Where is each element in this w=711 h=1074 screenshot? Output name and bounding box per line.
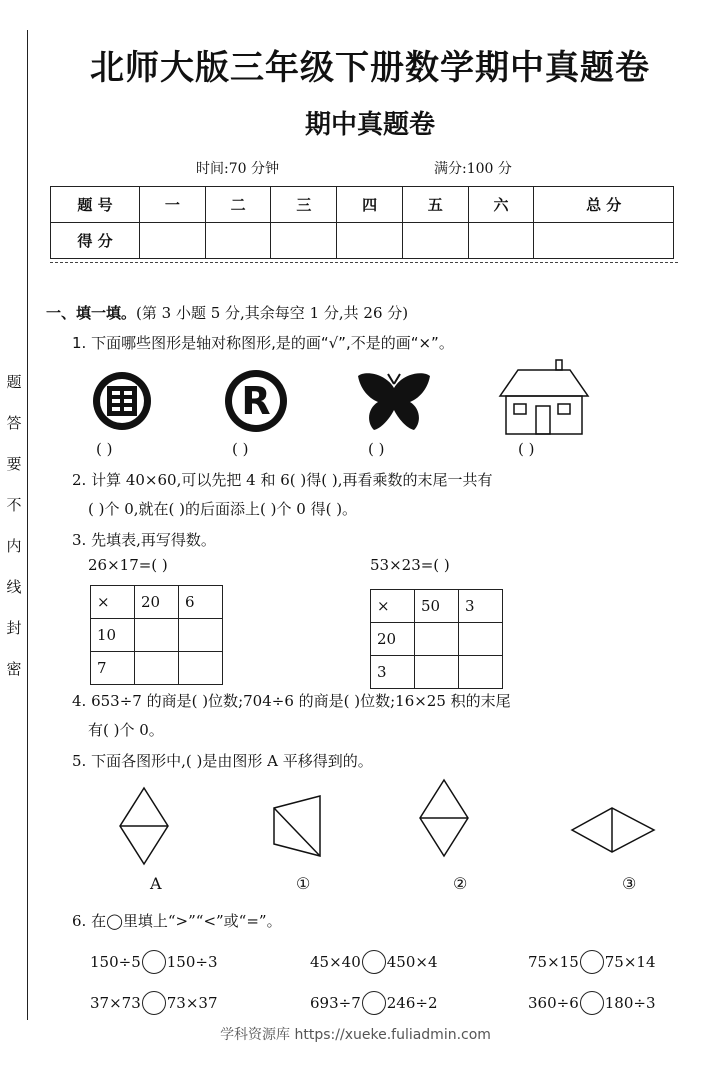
question-1: 1. 下面哪些图形是轴对称图形,是的画“√”,不是的画“×”。 bbox=[72, 334, 454, 352]
compare-item: 693÷7 246÷2 bbox=[310, 991, 438, 1015]
question-4-line1: 4. 653÷7 的商是( )位数;704÷6 的商是( )位数;16×25 积的末尾 bbox=[72, 692, 511, 710]
svg-text:R: R bbox=[241, 379, 271, 423]
compare-item: 360÷6 180÷3 bbox=[528, 991, 656, 1015]
score-cell[interactable] bbox=[468, 223, 534, 259]
compare-item: 150÷5 150÷3 bbox=[90, 950, 218, 974]
score-cell[interactable] bbox=[140, 223, 206, 259]
compare-circle[interactable] bbox=[142, 950, 166, 974]
answer-blank[interactable]: ( ) bbox=[96, 440, 113, 458]
compare-item: 75×15 75×14 bbox=[528, 950, 656, 974]
table-blank-cell[interactable] bbox=[179, 619, 223, 652]
question-2-line2: ( )个 0,就在( )的后面添上( )个 0 得( )。 bbox=[88, 500, 358, 518]
answer-blank[interactable]: ( ) bbox=[368, 440, 385, 458]
table-blank-cell[interactable] bbox=[459, 623, 503, 656]
house-icon bbox=[496, 358, 592, 438]
shape-label: A bbox=[150, 874, 162, 893]
score-table bbox=[50, 186, 674, 259]
table-blank-cell[interactable] bbox=[415, 656, 459, 689]
exam-time: 时间:70 分钟 bbox=[196, 161, 279, 177]
table-blank-cell[interactable] bbox=[415, 623, 459, 656]
q3-right-expression: 53×23=( ) bbox=[370, 556, 450, 574]
compare-circle[interactable] bbox=[362, 991, 386, 1015]
score-cell[interactable] bbox=[402, 223, 468, 259]
table-blank-cell[interactable] bbox=[459, 656, 503, 689]
shape-label: ① bbox=[296, 874, 311, 893]
section-heading: 一、填一填。(第 3 小题 5 分,其余每空 1 分,共 26 分) bbox=[46, 304, 409, 322]
score-cell[interactable] bbox=[205, 223, 271, 259]
compare-item: 45×40 450×4 bbox=[310, 950, 438, 974]
q3-left-table: × 20 6 10 7 bbox=[90, 585, 223, 685]
compare-circle[interactable] bbox=[580, 991, 604, 1015]
score-table-header: 题 号 一 二 三 四 五 六 总 分 bbox=[51, 187, 674, 223]
compare-circle[interactable] bbox=[142, 991, 166, 1015]
table-blank-cell[interactable] bbox=[135, 619, 179, 652]
score-table-row: 得 分 bbox=[51, 223, 674, 259]
shape-1-icon bbox=[270, 794, 326, 860]
butterfly-icon bbox=[356, 370, 432, 434]
compare-circle[interactable] bbox=[362, 950, 386, 974]
page-title: 北师大版三年级下册数学期中真题卷 bbox=[90, 48, 650, 88]
score-cell[interactable] bbox=[337, 223, 403, 259]
question-5: 5. 下面各图形中,( )是由图形 A 平移得到的。 bbox=[72, 752, 373, 770]
question-4-line2: 有( )个 0。 bbox=[88, 721, 164, 739]
bank-logo-icon bbox=[88, 370, 156, 432]
full-score: 满分:100 分 bbox=[434, 161, 512, 177]
footer-watermark: 学科资源库 https://xueke.fuliadmin.com bbox=[220, 1027, 491, 1043]
question-6: 6. 在◯里填上“>”“<”或“=”。 bbox=[72, 912, 282, 930]
compare-circle[interactable] bbox=[580, 950, 604, 974]
shape-3-icon bbox=[570, 806, 656, 854]
answer-blank[interactable]: ( ) bbox=[518, 440, 535, 458]
page-subtitle: 期中真题卷 bbox=[304, 110, 435, 140]
question-3: 3. 先填表,再写得数。 bbox=[72, 531, 216, 549]
table-blank-cell[interactable] bbox=[179, 652, 223, 685]
q3-right-table: × 50 3 20 3 bbox=[370, 589, 503, 689]
binding-margin-text: 题 答 要 不 内 线 封 密 bbox=[6, 373, 22, 678]
q3-left-expression: 26×17=( ) bbox=[88, 556, 168, 574]
compare-item: 37×73 73×37 bbox=[90, 991, 218, 1015]
answer-blank[interactable]: ( ) bbox=[232, 440, 249, 458]
shape-label: ③ bbox=[622, 874, 637, 893]
shape-label: ② bbox=[453, 874, 468, 893]
score-cell[interactable] bbox=[534, 223, 674, 259]
binding-line bbox=[27, 30, 28, 1020]
table-blank-cell[interactable] bbox=[135, 652, 179, 685]
registered-mark-icon bbox=[222, 368, 290, 434]
shape-2-icon bbox=[416, 778, 472, 858]
question-2-line1: 2. 计算 40×60,可以先把 4 和 6( )得( ),再看乘数的末尾一共有 bbox=[72, 471, 493, 489]
shape-a-icon bbox=[116, 786, 172, 866]
score-cell[interactable] bbox=[271, 223, 337, 259]
divider bbox=[50, 262, 678, 263]
